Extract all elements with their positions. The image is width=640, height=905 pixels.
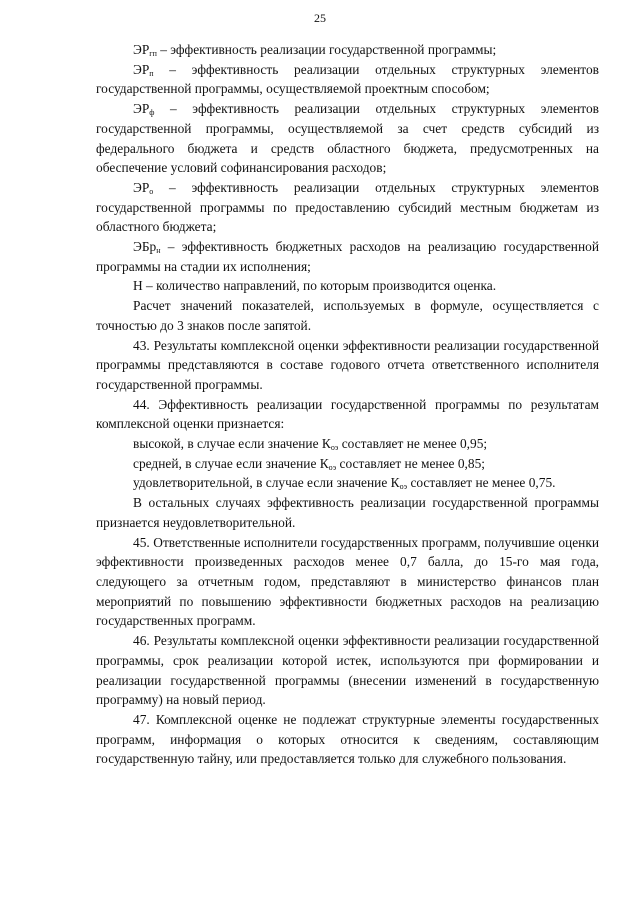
paragraph-text: 45. Ответственные исполнители государственных программ, получившие оценки эффективности произведенных расходов менее 0,7 балла, до 15-го мая года, следующего за отчетным годом, представляют в министерство финансов план мероприятий по повышению эффективности бюджетных расходов на реализацию государственных программ. [96,534,599,629]
paragraph-er-f [96,99,599,178]
paragraph-calculation [96,296,599,335]
page-number: 25 [314,11,326,25]
paragraph-n [96,276,599,296]
term-subscript: ф [149,108,155,118]
term: ЭР [133,101,150,117]
paragraph-text: удовлетворительной, в случае если значение К [133,475,400,491]
paragraph-44 [96,395,599,434]
paragraph-text: средней, в случае если значение К [133,455,329,471]
term-subscript: оэ [330,443,339,453]
paragraph-text: В остальных случаях эффективность реализации государственной программы признается неудовлетворительной. [96,495,599,530]
paragraph-45 [96,533,599,632]
term-subscript: оэ [399,482,408,492]
paragraph-medium [96,454,599,474]
paragraph-text: высокой, в случае если значение К [133,436,331,452]
term-subscript: гп [149,49,157,58]
paragraph-46 [96,631,599,710]
paragraph-text: – эффективность реализации государственной программы; [156,42,497,57]
paragraph-text: Расчет значений показателей, используемых в формуле, осуществляется с точностью до 3 знаков после запятой. [96,298,599,333]
paragraph-er-gp [96,40,599,60]
paragraph-text: – эффективность реализации отдельных структурных элементов государственной программы, осуществляемой за счет средств субсидий из федерального бюджета и средств областного бюджета, предусмотренных на обеспечение условий софинансирования расходов; [96,101,599,176]
term-subscript: оэ [328,462,337,472]
term: ЭР [133,61,150,77]
document-body [96,40,599,769]
term-subscript: о [149,186,154,196]
term-subscript: н [156,246,161,256]
paragraph-text: – эффективность бюджетных расходов на реализацию государственной программы на стадии их исполнения; [96,239,599,274]
paragraph-text: 44. Эффективность реализации государственной программы по результатам комплексной оценки признается: [96,396,599,432]
term: ЭР [133,42,150,57]
paragraph-text: 46. Результаты комплексной оценки эффективности реализации государственной программы, срок реализации которой истек, используются при формировании и реализации государственной программы (внесении изменений в государственную программу) на новый период. [96,633,599,708]
paragraph-text: составляет не менее 0,95; [338,436,488,452]
paragraph-high [96,434,599,454]
paragraph-er-o [96,178,599,237]
paragraph-ebr-n [96,237,599,276]
term-subscript: п [149,68,154,78]
paragraph-text: – эффективность реализации отдельных структурных элементов государственной программы по предоставлению субсидий местным бюджетам из областного бюджета; [96,179,599,235]
term: ЭР [133,179,150,195]
paragraph-text: – количество направлений, по которым производится оценка. [142,278,497,294]
paragraph-er-p [96,60,599,99]
paragraph-text: составляет не менее 0,75. [407,475,556,491]
term: ЭБр [133,239,157,255]
paragraph-other-cases [96,493,599,532]
paragraph-text: составляет не менее 0,85; [336,455,485,471]
paragraph-text: 47. Комплексной оценке не подлежат структурные элементы государственных программ, информация о которых относится к сведениям, составляющим государственную тайну, или предоставляется только для служебного пользования. [96,711,599,767]
paragraph-text: 43. Результаты комплексной оценки эффективности реализации государственной программы представляются в составе годового отчета ответственного исполнителя государственной программы. [96,337,599,392]
paragraph-43 [96,336,599,395]
paragraph-satisfactory [96,473,599,493]
paragraph-text: – эффективность реализации отдельных структурных элементов государственной программы, осуществляемой проектным способом; [96,61,599,97]
term: Н [133,278,143,294]
paragraph-47 [96,710,599,769]
